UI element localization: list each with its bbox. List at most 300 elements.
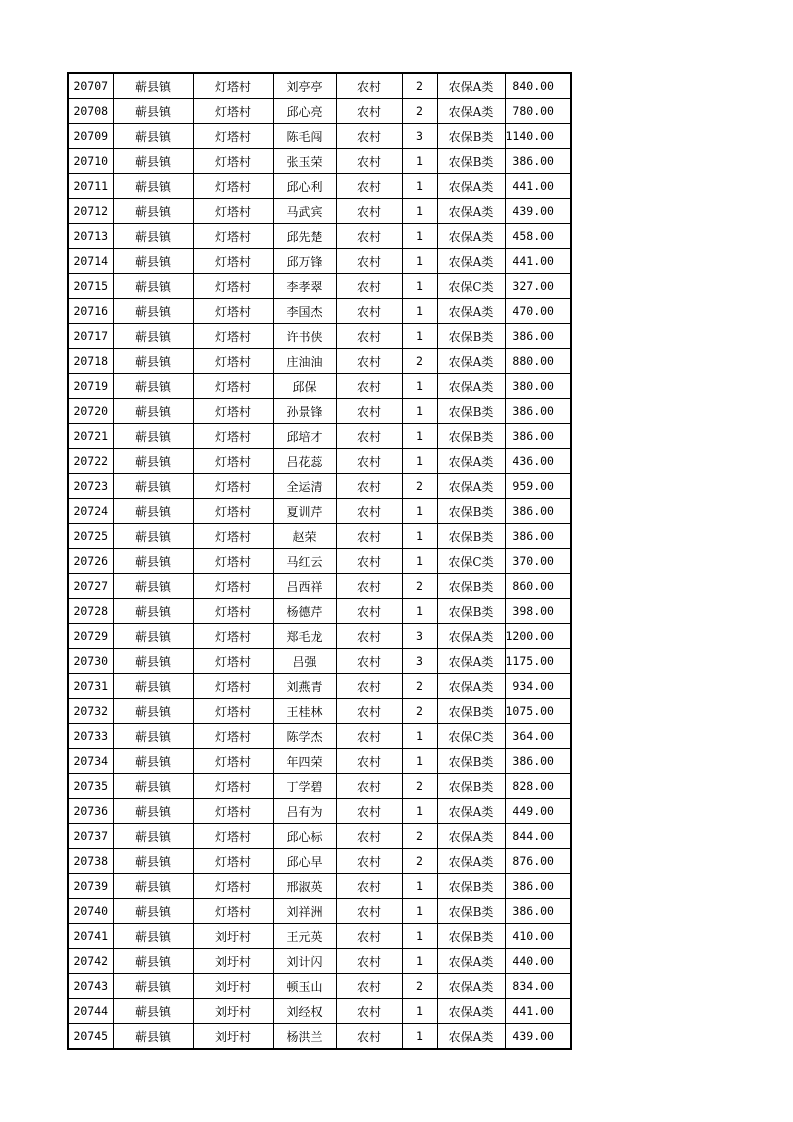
- township-cell: 蕲县镇: [113, 924, 193, 949]
- township-cell: 蕲县镇: [113, 449, 193, 474]
- household-type-cell: 农村: [336, 524, 402, 549]
- insurance-category-cell: 农保B类: [437, 899, 505, 924]
- household-type-cell: 农村: [336, 949, 402, 974]
- name-cell: 李国杰: [273, 299, 336, 324]
- member-count-cell: 1: [402, 499, 437, 524]
- amount-cell: 386.00: [505, 749, 571, 774]
- member-count-cell: 1: [402, 324, 437, 349]
- name-cell: 全运清: [273, 474, 336, 499]
- amount-cell: 380.00: [505, 374, 571, 399]
- insurance-category-cell: 农保B类: [437, 749, 505, 774]
- amount-cell: 1140.00: [505, 124, 571, 149]
- household-type-cell: 农村: [336, 299, 402, 324]
- village-cell: 灯塔村: [193, 499, 273, 524]
- record-id-cell: 20732: [68, 699, 113, 724]
- member-count-cell: 1: [402, 999, 437, 1024]
- amount-cell: 386.00: [505, 899, 571, 924]
- township-cell: 蕲县镇: [113, 549, 193, 574]
- name-cell: 杨德芹: [273, 599, 336, 624]
- record-id-cell: 20707: [68, 73, 113, 99]
- record-id-cell: 20745: [68, 1024, 113, 1050]
- amount-cell: 1075.00: [505, 699, 571, 724]
- record-id-cell: 20734: [68, 749, 113, 774]
- table-row: [68, 899, 571, 924]
- village-cell: 灯塔村: [193, 524, 273, 549]
- amount-cell: 1175.00: [505, 649, 571, 674]
- household-type-cell: 农村: [336, 574, 402, 599]
- village-cell: 灯塔村: [193, 599, 273, 624]
- table-row: [68, 974, 571, 999]
- member-count-cell: 1: [402, 524, 437, 549]
- amount-cell: 860.00: [505, 574, 571, 599]
- household-type-cell: 农村: [336, 399, 402, 424]
- name-cell: 邢淑英: [273, 874, 336, 899]
- amount-cell: 410.00: [505, 924, 571, 949]
- amount-cell: 386.00: [505, 874, 571, 899]
- village-cell: 灯塔村: [193, 749, 273, 774]
- member-count-cell: 3: [402, 124, 437, 149]
- insurance-category-cell: 农保B类: [437, 699, 505, 724]
- record-id-cell: 20719: [68, 374, 113, 399]
- name-cell: 邱心利: [273, 174, 336, 199]
- amount-cell: 470.00: [505, 299, 571, 324]
- table-row: [68, 1024, 571, 1050]
- member-count-cell: 1: [402, 274, 437, 299]
- village-cell: 刘圩村: [193, 999, 273, 1024]
- table-row: [68, 324, 571, 349]
- name-cell: 杨洪兰: [273, 1024, 336, 1050]
- table-row: [68, 624, 571, 649]
- village-cell: 刘圩村: [193, 924, 273, 949]
- insurance-category-cell: 农保A类: [437, 649, 505, 674]
- village-cell: 灯塔村: [193, 549, 273, 574]
- village-cell: 灯塔村: [193, 324, 273, 349]
- village-cell: 灯塔村: [193, 474, 273, 499]
- record-id-cell: 20738: [68, 849, 113, 874]
- amount-cell: 440.00: [505, 949, 571, 974]
- household-type-cell: 农村: [336, 749, 402, 774]
- name-cell: 马武宾: [273, 199, 336, 224]
- record-id-cell: 20733: [68, 724, 113, 749]
- table-row: [68, 274, 571, 299]
- name-cell: 郑毛龙: [273, 624, 336, 649]
- name-cell: 邱心标: [273, 824, 336, 849]
- record-id-cell: 20742: [68, 949, 113, 974]
- insurance-category-cell: 农保A类: [437, 624, 505, 649]
- member-count-cell: 1: [402, 599, 437, 624]
- record-id-cell: 20716: [68, 299, 113, 324]
- township-cell: 蕲县镇: [113, 799, 193, 824]
- insurance-category-cell: 农保A类: [437, 974, 505, 999]
- name-cell: 庄油油: [273, 349, 336, 374]
- township-cell: 蕲县镇: [113, 824, 193, 849]
- member-count-cell: 1: [402, 174, 437, 199]
- record-id-cell: 20712: [68, 199, 113, 224]
- table-row: [68, 249, 571, 274]
- household-type-cell: 农村: [336, 699, 402, 724]
- village-cell: 灯塔村: [193, 674, 273, 699]
- table-row: [68, 799, 571, 824]
- village-cell: 灯塔村: [193, 374, 273, 399]
- name-cell: 孙景锋: [273, 399, 336, 424]
- member-count-cell: 1: [402, 874, 437, 899]
- record-id-cell: 20724: [68, 499, 113, 524]
- member-count-cell: 1: [402, 449, 437, 474]
- township-cell: 蕲县镇: [113, 499, 193, 524]
- insurance-category-cell: 农保B类: [437, 524, 505, 549]
- table-body: [68, 73, 571, 1049]
- insurance-category-cell: 农保A类: [437, 674, 505, 699]
- name-cell: 顿玉山: [273, 974, 336, 999]
- name-cell: 年四荣: [273, 749, 336, 774]
- name-cell: 陈毛闯: [273, 124, 336, 149]
- table-row: [68, 524, 571, 549]
- member-count-cell: 2: [402, 349, 437, 374]
- member-count-cell: 1: [402, 299, 437, 324]
- record-id-cell: 20720: [68, 399, 113, 424]
- amount-cell: 398.00: [505, 599, 571, 624]
- record-id-cell: 20730: [68, 649, 113, 674]
- name-cell: 刘亭亭: [273, 73, 336, 99]
- township-cell: 蕲县镇: [113, 1024, 193, 1050]
- township-cell: 蕲县镇: [113, 99, 193, 124]
- member-count-cell: 1: [402, 899, 437, 924]
- amount-cell: 880.00: [505, 349, 571, 374]
- amount-cell: 386.00: [505, 524, 571, 549]
- township-cell: 蕲县镇: [113, 999, 193, 1024]
- township-cell: 蕲县镇: [113, 649, 193, 674]
- record-id-cell: 20728: [68, 599, 113, 624]
- amount-cell: 458.00: [505, 224, 571, 249]
- township-cell: 蕲县镇: [113, 474, 193, 499]
- name-cell: 王元英: [273, 924, 336, 949]
- insurance-category-cell: 农保B类: [437, 324, 505, 349]
- member-count-cell: 1: [402, 949, 437, 974]
- village-cell: 灯塔村: [193, 299, 273, 324]
- table-row: [68, 474, 571, 499]
- household-type-cell: 农村: [336, 449, 402, 474]
- record-id-cell: 20740: [68, 899, 113, 924]
- insurance-category-cell: 农保A类: [437, 199, 505, 224]
- amount-cell: 386.00: [505, 324, 571, 349]
- household-type-cell: 农村: [336, 224, 402, 249]
- name-cell: 马红云: [273, 549, 336, 574]
- village-cell: 灯塔村: [193, 874, 273, 899]
- record-id-cell: 20727: [68, 574, 113, 599]
- township-cell: 蕲县镇: [113, 624, 193, 649]
- household-type-cell: 农村: [336, 674, 402, 699]
- member-count-cell: 2: [402, 674, 437, 699]
- table-row: [68, 99, 571, 124]
- record-id-cell: 20714: [68, 249, 113, 274]
- insurance-category-cell: 农保B类: [437, 149, 505, 174]
- table-row: [68, 399, 571, 424]
- member-count-cell: 1: [402, 749, 437, 774]
- member-count-cell: 1: [402, 799, 437, 824]
- record-id-cell: 20708: [68, 99, 113, 124]
- name-cell: 陈学杰: [273, 724, 336, 749]
- table-row: [68, 299, 571, 324]
- village-cell: 灯塔村: [193, 99, 273, 124]
- table-row: [68, 874, 571, 899]
- village-cell: 灯塔村: [193, 199, 273, 224]
- name-cell: 吕西祥: [273, 574, 336, 599]
- table-row: [68, 674, 571, 699]
- household-type-cell: 农村: [336, 624, 402, 649]
- township-cell: 蕲县镇: [113, 774, 193, 799]
- township-cell: 蕲县镇: [113, 324, 193, 349]
- name-cell: 邱先楚: [273, 224, 336, 249]
- household-type-cell: 农村: [336, 774, 402, 799]
- amount-cell: 439.00: [505, 199, 571, 224]
- member-count-cell: 3: [402, 624, 437, 649]
- member-count-cell: 1: [402, 149, 437, 174]
- amount-cell: 364.00: [505, 724, 571, 749]
- table-row: [68, 499, 571, 524]
- township-cell: 蕲县镇: [113, 149, 193, 174]
- name-cell: 王桂林: [273, 699, 336, 724]
- village-cell: 灯塔村: [193, 699, 273, 724]
- township-cell: 蕲县镇: [113, 73, 193, 99]
- insurance-category-cell: 农保A类: [437, 224, 505, 249]
- insurance-category-cell: 农保C类: [437, 549, 505, 574]
- amount-cell: 780.00: [505, 99, 571, 124]
- name-cell: 吕花蕊: [273, 449, 336, 474]
- insurance-category-cell: 农保A类: [437, 299, 505, 324]
- member-count-cell: 2: [402, 99, 437, 124]
- name-cell: 邱心亮: [273, 99, 336, 124]
- record-id-cell: 20736: [68, 799, 113, 824]
- village-cell: 灯塔村: [193, 249, 273, 274]
- name-cell: 邱保: [273, 374, 336, 399]
- amount-cell: 959.00: [505, 474, 571, 499]
- insurance-category-cell: 农保A类: [437, 374, 505, 399]
- name-cell: 李孝翠: [273, 274, 336, 299]
- member-count-cell: 1: [402, 424, 437, 449]
- table-row: [68, 599, 571, 624]
- amount-cell: 441.00: [505, 999, 571, 1024]
- insurance-category-cell: 农保A类: [437, 99, 505, 124]
- household-type-cell: 农村: [336, 174, 402, 199]
- household-type-cell: 农村: [336, 499, 402, 524]
- table-row: [68, 149, 571, 174]
- insurance-category-cell: 农保A类: [437, 174, 505, 199]
- member-count-cell: 2: [402, 699, 437, 724]
- household-type-cell: 农村: [336, 549, 402, 574]
- insurance-category-cell: 农保A类: [437, 849, 505, 874]
- member-count-cell: 1: [402, 249, 437, 274]
- record-id-cell: 20731: [68, 674, 113, 699]
- township-cell: 蕲县镇: [113, 174, 193, 199]
- table-row: [68, 349, 571, 374]
- table-row: [68, 824, 571, 849]
- table-row: [68, 699, 571, 724]
- member-count-cell: 1: [402, 374, 437, 399]
- member-count-cell: 1: [402, 924, 437, 949]
- village-cell: 灯塔村: [193, 73, 273, 99]
- household-type-cell: 农村: [336, 374, 402, 399]
- name-cell: 刘计闪: [273, 949, 336, 974]
- name-cell: 邱培才: [273, 424, 336, 449]
- township-cell: 蕲县镇: [113, 724, 193, 749]
- name-cell: 吕有为: [273, 799, 336, 824]
- insurance-category-cell: 农保B类: [437, 599, 505, 624]
- village-cell: 灯塔村: [193, 399, 273, 424]
- village-cell: 灯塔村: [193, 824, 273, 849]
- insurance-category-cell: 农保B类: [437, 574, 505, 599]
- record-id-cell: 20725: [68, 524, 113, 549]
- name-cell: 夏训芹: [273, 499, 336, 524]
- member-count-cell: 2: [402, 974, 437, 999]
- table-row: [68, 999, 571, 1024]
- household-type-cell: 农村: [336, 849, 402, 874]
- insurance-category-cell: 农保A类: [437, 73, 505, 99]
- township-cell: 蕲县镇: [113, 949, 193, 974]
- amount-cell: 1200.00: [505, 624, 571, 649]
- household-type-cell: 农村: [336, 474, 402, 499]
- household-type-cell: 农村: [336, 899, 402, 924]
- member-count-cell: 2: [402, 73, 437, 99]
- amount-cell: 370.00: [505, 549, 571, 574]
- township-cell: 蕲县镇: [113, 899, 193, 924]
- household-type-cell: 农村: [336, 999, 402, 1024]
- record-id-cell: 20741: [68, 924, 113, 949]
- township-cell: 蕲县镇: [113, 224, 193, 249]
- village-cell: 灯塔村: [193, 149, 273, 174]
- record-id-cell: 20722: [68, 449, 113, 474]
- table-row: [68, 424, 571, 449]
- township-cell: 蕲县镇: [113, 599, 193, 624]
- amount-cell: 828.00: [505, 774, 571, 799]
- member-count-cell: 2: [402, 774, 437, 799]
- member-count-cell: 1: [402, 199, 437, 224]
- insurance-category-cell: 农保B类: [437, 499, 505, 524]
- household-type-cell: 农村: [336, 73, 402, 99]
- village-cell: 灯塔村: [193, 624, 273, 649]
- insurance-category-cell: 农保A类: [437, 249, 505, 274]
- village-cell: 灯塔村: [193, 449, 273, 474]
- insurance-category-cell: 农保B类: [437, 924, 505, 949]
- village-cell: 灯塔村: [193, 349, 273, 374]
- household-type-cell: 农村: [336, 974, 402, 999]
- record-id-cell: 20715: [68, 274, 113, 299]
- amount-cell: 441.00: [505, 174, 571, 199]
- township-cell: 蕲县镇: [113, 874, 193, 899]
- insurance-category-cell: 农保A类: [437, 949, 505, 974]
- table-row: [68, 574, 571, 599]
- beneficiary-table: [67, 72, 572, 1050]
- household-type-cell: 农村: [336, 99, 402, 124]
- household-type-cell: 农村: [336, 874, 402, 899]
- insurance-category-cell: 农保C类: [437, 274, 505, 299]
- township-cell: 蕲县镇: [113, 699, 193, 724]
- village-cell: 灯塔村: [193, 899, 273, 924]
- record-id-cell: 20744: [68, 999, 113, 1024]
- amount-cell: 327.00: [505, 274, 571, 299]
- amount-cell: 386.00: [505, 424, 571, 449]
- insurance-category-cell: 农保B类: [437, 124, 505, 149]
- table-row: [68, 724, 571, 749]
- member-count-cell: 1: [402, 724, 437, 749]
- table-row: [68, 374, 571, 399]
- name-cell: 邱万锋: [273, 249, 336, 274]
- village-cell: 灯塔村: [193, 274, 273, 299]
- name-cell: 丁学碧: [273, 774, 336, 799]
- village-cell: 灯塔村: [193, 849, 273, 874]
- household-type-cell: 农村: [336, 274, 402, 299]
- household-type-cell: 农村: [336, 724, 402, 749]
- record-id-cell: 20718: [68, 349, 113, 374]
- township-cell: 蕲县镇: [113, 424, 193, 449]
- amount-cell: 844.00: [505, 824, 571, 849]
- amount-cell: 439.00: [505, 1024, 571, 1050]
- table-row: [68, 449, 571, 474]
- record-id-cell: 20717: [68, 324, 113, 349]
- table-row: [68, 849, 571, 874]
- village-cell: 灯塔村: [193, 574, 273, 599]
- table-row: [68, 549, 571, 574]
- table-row: [68, 224, 571, 249]
- member-count-cell: 1: [402, 224, 437, 249]
- insurance-category-cell: 农保A类: [437, 999, 505, 1024]
- village-cell: 灯塔村: [193, 724, 273, 749]
- insurance-category-cell: 农保C类: [437, 724, 505, 749]
- village-cell: 刘圩村: [193, 949, 273, 974]
- insurance-category-cell: 农保A类: [437, 1024, 505, 1050]
- township-cell: 蕲县镇: [113, 274, 193, 299]
- village-cell: 刘圩村: [193, 974, 273, 999]
- member-count-cell: 2: [402, 474, 437, 499]
- name-cell: 许书侠: [273, 324, 336, 349]
- member-count-cell: 3: [402, 649, 437, 674]
- table-row: [68, 749, 571, 774]
- member-count-cell: 2: [402, 849, 437, 874]
- township-cell: 蕲县镇: [113, 574, 193, 599]
- member-count-cell: 1: [402, 399, 437, 424]
- township-cell: 蕲县镇: [113, 299, 193, 324]
- name-cell: 赵荣: [273, 524, 336, 549]
- township-cell: 蕲县镇: [113, 749, 193, 774]
- township-cell: 蕲县镇: [113, 524, 193, 549]
- village-cell: 灯塔村: [193, 174, 273, 199]
- record-id-cell: 20737: [68, 824, 113, 849]
- township-cell: 蕲县镇: [113, 849, 193, 874]
- table-row: [68, 649, 571, 674]
- insurance-category-cell: 农保B类: [437, 399, 505, 424]
- household-type-cell: 农村: [336, 824, 402, 849]
- record-id-cell: 20729: [68, 624, 113, 649]
- name-cell: 张玉荣: [273, 149, 336, 174]
- village-cell: 灯塔村: [193, 424, 273, 449]
- table-row: [68, 924, 571, 949]
- table-row: [68, 73, 571, 99]
- record-id-cell: 20710: [68, 149, 113, 174]
- household-type-cell: 农村: [336, 649, 402, 674]
- township-cell: 蕲县镇: [113, 249, 193, 274]
- amount-cell: 834.00: [505, 974, 571, 999]
- record-id-cell: 20721: [68, 424, 113, 449]
- table-row: [68, 949, 571, 974]
- amount-cell: 934.00: [505, 674, 571, 699]
- township-cell: 蕲县镇: [113, 374, 193, 399]
- household-type-cell: 农村: [336, 324, 402, 349]
- insurance-category-cell: 农保A类: [437, 824, 505, 849]
- record-id-cell: 20711: [68, 174, 113, 199]
- township-cell: 蕲县镇: [113, 399, 193, 424]
- household-type-cell: 农村: [336, 149, 402, 174]
- amount-cell: 386.00: [505, 149, 571, 174]
- village-cell: 灯塔村: [193, 124, 273, 149]
